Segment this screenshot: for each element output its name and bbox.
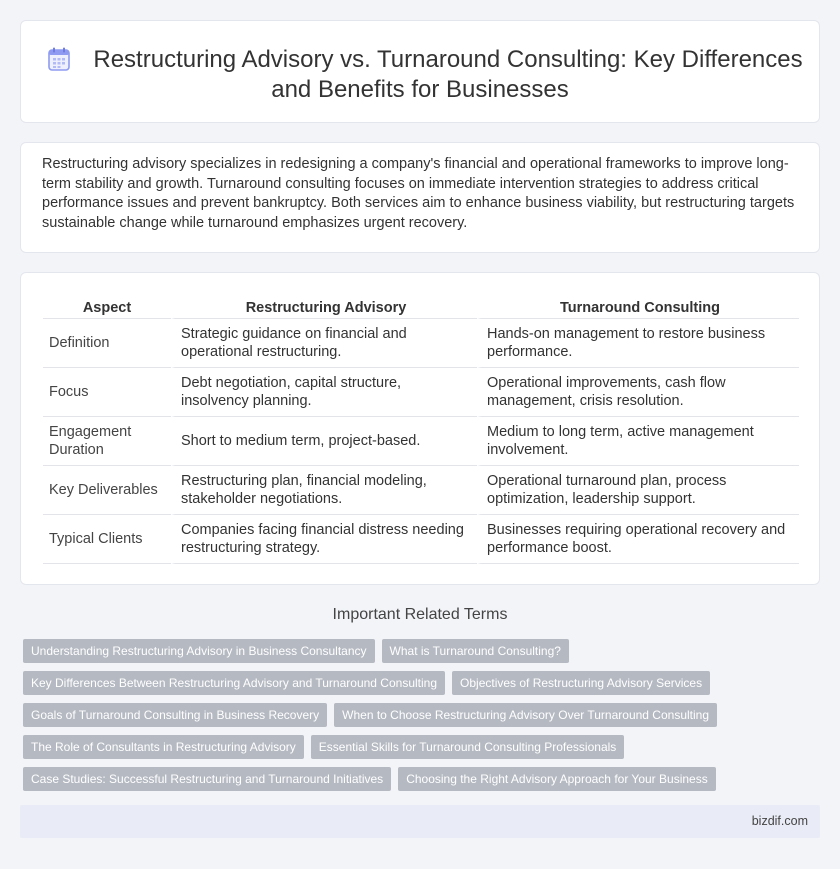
header-card (20, 20, 820, 123)
table-cell-aspect: Focus (43, 368, 171, 417)
related-term-link[interactable]: The Role of Consultants in Restructuring Advisory (23, 735, 304, 759)
related-term-link[interactable]: Objectives of Restructuring Advisory Services (452, 671, 710, 695)
tag-row (23, 703, 823, 727)
tag-row (23, 639, 823, 663)
table-cell-turnaround: Operational improvements, cash flow management, crisis resolution. (477, 368, 799, 417)
related-terms-list (23, 639, 823, 799)
related-term-link[interactable]: Essential Skills for Turnaround Consulting Professionals (311, 735, 624, 759)
table-cell-restructuring: Debt negotiation, capital structure, insolvency planning. (171, 368, 477, 417)
table-row (43, 319, 799, 368)
tag-row (23, 767, 823, 791)
table-header-aspect: Aspect (43, 295, 171, 319)
table-header-restructuring: Restructuring Advisory (171, 295, 477, 319)
intro-text: Restructuring advisory specializes in redesigning a company's financial and operational frameworks to improve long-term stability and growth. Turnaround consulting focuses on immediate intervention strategies to address critical performance issues and prevent bankruptcy. Both services aim to enhance business viability, but restructuring targets sustainable change while turnaround emphasizes urgent recovery. (42, 156, 795, 231)
intro-card (20, 142, 820, 253)
tag-row (23, 671, 823, 695)
table-header-row (43, 295, 799, 319)
table-cell-aspect: Engagement Duration (43, 417, 171, 466)
tag-row (23, 735, 823, 759)
table-cell-restructuring: Short to medium term, project-based. (171, 417, 477, 466)
table-cell-aspect: Key Deliverables (43, 466, 171, 515)
related-term-link[interactable]: Choosing the Right Advisory Approach for Your Business (398, 767, 716, 791)
table-cell-restructuring: Companies facing financial distress needing restructuring strategy. (171, 515, 477, 564)
table-cell-turnaround: Medium to long term, active management involvement. (477, 417, 799, 466)
table-row (43, 466, 799, 515)
table-cell-turnaround: Hands-on management to restore business performance. (477, 319, 799, 368)
page-title-line2: and Benefits for Businesses (271, 76, 569, 103)
table-row (43, 515, 799, 564)
related-term-link[interactable]: Key Differences Between Restructuring Advisory and Turnaround Consulting (23, 671, 445, 695)
page-title (21, 45, 819, 105)
footer-brand[interactable]: bizdif.com (751, 814, 808, 828)
comparison-table-card (20, 272, 820, 585)
related-term-link[interactable]: When to Choose Restructuring Advisory Over Turnaround Consulting (334, 703, 717, 727)
table-cell-aspect: Definition (43, 319, 171, 368)
table-row (43, 417, 799, 466)
comparison-table (43, 295, 799, 564)
related-terms-title: Important Related Terms (332, 606, 508, 623)
related-term-link[interactable]: What is Turnaround Consulting? (382, 639, 569, 663)
table-cell-turnaround: Businesses requiring operational recovery and performance boost. (477, 515, 799, 564)
table-cell-restructuring: Strategic guidance on financial and operational restructuring. (171, 319, 477, 368)
table-cell-turnaround: Operational turnaround plan, process optimization, leadership support. (477, 466, 799, 515)
table-cell-restructuring: Restructuring plan, financial modeling, stakeholder negotiations. (171, 466, 477, 515)
related-term-link[interactable]: Case Studies: Successful Restructuring and Turnaround Initiatives (23, 767, 391, 791)
footer (20, 805, 820, 838)
table-header-turnaround: Turnaround Consulting (477, 295, 799, 319)
related-term-link[interactable]: Goals of Turnaround Consulting in Business Recovery (23, 703, 327, 727)
table-row (43, 368, 799, 417)
related-term-link[interactable]: Understanding Restructuring Advisory in Business Consultancy (23, 639, 375, 663)
page-title-line1: Restructuring Advisory vs. Turnaround Consulting: Key Differences (93, 46, 803, 73)
table-cell-aspect: Typical Clients (43, 515, 171, 564)
